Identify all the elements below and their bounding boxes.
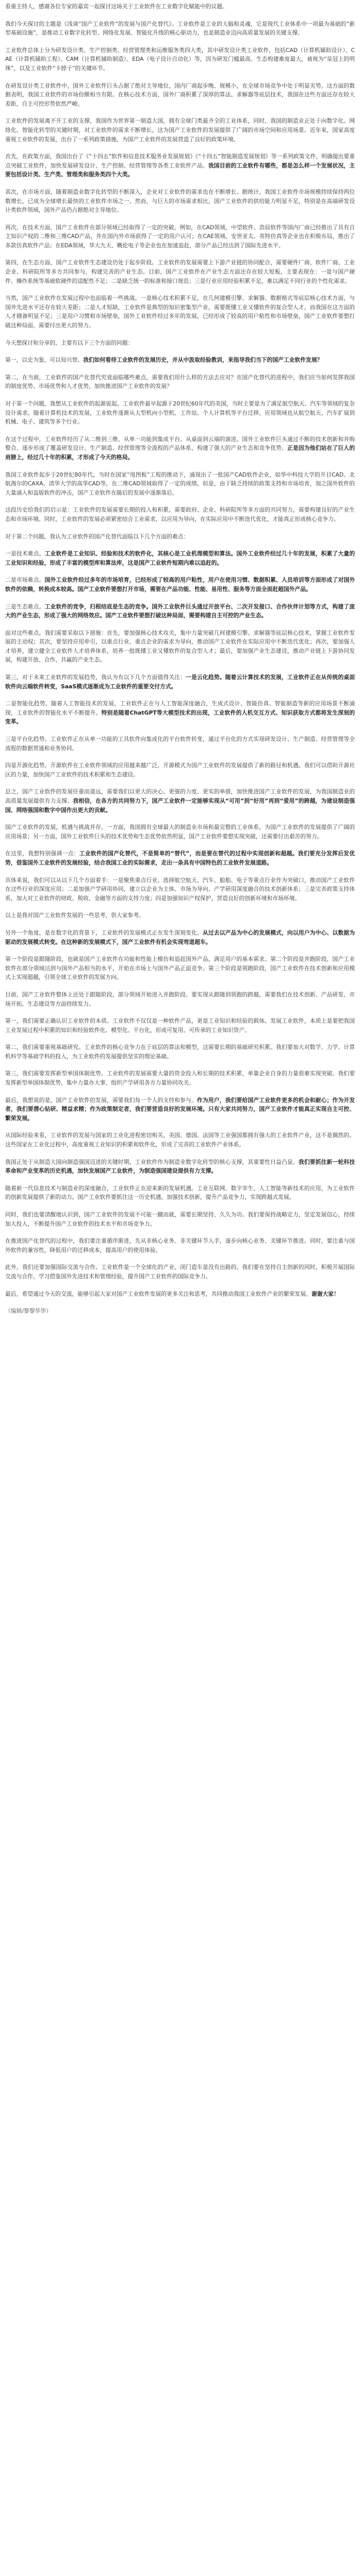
paragraph-text: 看重主持人，感谢各位专家的嘉宾一起探讨这场关于工业软件在工业数字化赋能中的议题。 (5, 3, 228, 10)
paragraph-text: 我们今天探讨的主题是《浅谈“国产工业软件”的发展与国产化替代》。工业软件是工业的大脑和灵魂，它是现代工业体系中一项最为基础的“新型基础设施”，是推动工业数字化转型、网络化发展、智能化升级的核心驱动力，也是制造业迈向高质量发展的关键支撑。 (5, 20, 355, 37)
paragraph-text: 第一个阶段是跟随阶段，也就是国产工业软件在功能和性能上模仿和追赶国外产品，满足用户的基本需求。第二个阶段是并跑阶段，国产工业软件在部分领域达到与国外产品相当的水平，开始在市场上与国外产品正面竞争。第三个阶段是领跑阶段，国产工业软件在技术创新和应用模式上实现超越，引领全球工业软件的发展方向。 (5, 956, 355, 981)
article-paragraph (5, 735, 355, 753)
paragraph-text: 再次，在技术方面，国产工业软件在部分领域已经取得了一定的突破。例如，在CAD领域，中望软件、浩辰软件等国内厂商已经推出了具有自主知识产权的二维和三维CAD产品，并在国内外市场获得了一定的用户认可；在CAE领域，安世亚太、英特仿真等企业也在积极布局，推出了多款仿真软件产品；在EDA领域，华大九天、概伦电子等企业也在加速追赶，部分产品已经达到了国际先进水平。 (5, 224, 355, 249)
article-paragraph (5, 1158, 355, 1176)
paragraph-text: 这段历史给我们的启示是：工业软件的发展需要长期的投入和积累，需要政府、企业、科研院所等多方面的共同努力，需要构建良好的产业生态和市场环境。同时，工业软件的发展必须紧密结合工业需求，以应用为导向，在实际应用中不断迭代优化，才能真正形成核心竞争力。 (5, 506, 355, 522)
article-paragraph (5, 673, 355, 691)
article-paragraph (5, 258, 355, 285)
paragraph-text: 当然，国产工业软件在发展过程中也面临着一些挑战。一是核心技术积累不足，在几何建模引擎、求解器、数据格式等底层核心技术方面，与国外先进水平还存在较大差距；二是人才短缺，工业软件是典型的知识密集型产业，需要既懂工业又懂软件的复合型人才，而我国在这方面的人才储备明显不足；三是用户习惯和市场壁垒，国外工业软件经过多年的发展，已经形成了较高的用户粘性和市场壁垒，国产工业软件要想打破这种局面，需要付出更大的努力。 (5, 295, 355, 329)
paragraph-text: 第二，我们需要重视基础研究。工业软件的核心竞争力在于底层的算法和模型，这需要长期的基础研究积累。我们要加大对数学、力学、计算机科学等基础学科的投入，为工业软件的发展提供坚实的理论基础。 (5, 1044, 355, 1060)
paragraph-emphasis: 我国目前的工业软件有哪些，都是怎么样一个发展状况，主要包括设计类、生产类、管理类和服务类四个大类。 (5, 162, 355, 178)
paragraph-text: 另外一个角度，是在数字化的背景下，工业软件的发展模式正在发生深刻变化。 (5, 929, 203, 936)
article-paragraph (5, 152, 355, 179)
article-paragraph (5, 20, 355, 38)
paragraph-text: 四是开源化趋势。开源软件在工业软件领域的应用越来越广泛，开源模式为国产工业软件的发展提供了新的路径和机遇。我们可以借助开源社区的力量，加快国产工业软件的技术积累和生态建设。 (5, 762, 355, 778)
paragraph-text: 三是平台化趋势。工业软件正在从单一功能的工具软件向集成化的平台软件转变，通过平台化的方式实现研发设计、生产制造、经营管理等全流程的数据贯通和业务协同。 (5, 736, 355, 752)
article-body (5, 2, 355, 1298)
editor-credit: （编辑/黎黎华华） (5, 1308, 52, 1315)
paragraph-emphasis: 国外工业软件经过多年的市场培育，已经形成了较高的用户粘性，用户在使用习惯、数据积累、人员培训等方面形成了对国外软件的依赖，转换成本较高。国产工业软件要想打开市场，需要在产品功能、性能、易用性、服务等方面全面赶超国外产品。 (5, 577, 355, 592)
paragraph-text: 第二，在当前，工业软件的国产化替代究竟面临哪些难点，需要我们用什么样的方法去应对？在国产化替代的进程中，我们应当如何发挥我国的制度优势、市场优势和人才优势，加快推进国产工业软件的发展？ (5, 374, 355, 390)
paragraph-emphasis: 正是因为他们站在了巨人的肩膀上，经过几十年的积累，才形成了今天的格局。 (5, 445, 355, 461)
paragraph-text: 一是技术难点。 (5, 550, 45, 557)
article-paragraph (5, 911, 355, 920)
paragraph-emphasis: 工业软件是工业知识、经验和技术的软件化，其核心是工业机理模型和算法。国外工业软件经过几十年的发展，积累了大量的工业知识和经验，形成了丰富的模型库和算法库，这是国产工业软件短期内难以追赶的。 (5, 550, 355, 566)
article-paragraph (5, 1184, 355, 1202)
article-paragraph (5, 81, 355, 109)
paragraph-text: 首先，在政策方面，我国出台了《“十四五”软件和信息技术服务业发展规划》《“十四五”智能制造发展规划》等一系列政策文件，明确提出要重点突破工业软件，加快发展研发设计、生产控制、经营管理等各类工业软件产品。 (5, 153, 355, 169)
paragraph-emphasis: 我们如何看待工业软件的发展历史，并从中汲取经验教训，来指导我们当下的国产工业软件发展？ (83, 357, 323, 364)
article-paragraph (5, 928, 355, 946)
paragraph-emphasis: 工业软件的国产化替代，不是简单的“替代”，而是要在替代的过程中实现创新和超越。我们要充分发挥后发优势，借鉴国外工业软件的发展经验，结合我国工业的实际需求，走出一条具有中国特色的工业软件发展道路。 (5, 850, 355, 866)
article-paragraph (5, 1290, 355, 1299)
paragraph-emphasis: 作为用户，我们要给国产工业软件更多的机会和耐心；作为开发者，我们要潜心钻研、精益求精；作为政策制定者，我们要营造良好的发展环境。只有大家共同努力，国产工业软件才能真正实现自主可控、繁荣发展。 (5, 1096, 355, 1122)
article-paragraph (5, 629, 355, 665)
article-paragraph (5, 699, 355, 726)
article-paragraph (5, 294, 355, 330)
paragraph-text: 第三，对于未来工业软件的发展趋势，我认为有以下几个方面值得关注： (5, 674, 186, 681)
article-paragraph (5, 549, 355, 567)
paragraph-text: 最后，希望通过今天的交流，能够引起大家对国产工业软件发展的更多关注和思考，共同推动我国工业软件产业的繁荣发展。 (5, 1290, 312, 1297)
paragraph-emphasis: 从过去以产品为中心的发展模式，向以用户为中心、以数据为驱动的发展模式转变。在这种新的发展模式下，国产工业软件有机会实现弯道超车。 (5, 929, 355, 945)
article-paragraph (5, 1210, 355, 1228)
article-paragraph (5, 532, 355, 541)
article-paragraph (5, 116, 355, 144)
paragraph-text: 随着新一代信息技术与制造业的深度融合，工业软件正在迎来新的发展机遇。工业互联网、数字孪生、人工智能等新技术的应用，为工业软件的创新发展提供了新的动力。国产工业软件要抓住这一历史机遇，加强技术创新，提升产品竞争力，实现跨越式发展。 (5, 1184, 355, 1201)
article-paragraph (5, 876, 355, 903)
paragraph-emphasis: 谢谢大家！ (311, 1290, 339, 1297)
paragraph-text: 面对这些难点，我们需要采取以下措施：首先，要加强核心技术攻关，集中力量突破几何建模引擎、求解器等底层核心技术，掌握工业软件发展的主动权；其次，要坚持应用牵引，以重点行业、重点企业的需求为导向，推动国产工业软件在实际应用中不断迭代优化；再次，要加强人才培养，建立健全工业软件人才培养体系，培养一批既懂工业又懂软件的复合型人才；最后，要加强产业生态建设，推动产业链上下游协同发展，构建开放、合作、共赢的产业生态。 (5, 629, 355, 664)
article-paragraph (5, 761, 355, 779)
paragraph-text: 第三，我们需要发挥新型举国体制优势。工业软件的发展需要大量的资金投入和长期的技术积累，单靠企业自身的力量很难实现突破。我们要发挥新型举国体制优势，集中力量办大事，组织产学研用各方力量协同攻关。 (5, 1070, 355, 1087)
paragraph-text: 此外，我们还要加强国际交流与合作。工业软件是一个全球化的产业，闭门造车是没有出路的。我们要在坚持自主创新的同时，积极开展国际交流与合作，学习借鉴国外先进技术和管理经验，提升国产工业软件的国际竞争力。 (5, 1264, 355, 1280)
paragraph-text: 二是市场难点。 (5, 577, 45, 584)
paragraph-text: 在这个过程中，工业软件经历了从二维到三维、从单一功能到集成平台、从桌面到云端的演进。国外工业软件巨头通过不断的技术创新和并购整合，逐步形成了覆盖研发设计、生产制造、经营管理等全流程的产品体系，构建了强大的产业生态和竞争优势。 (5, 435, 355, 452)
article-paragraph (5, 338, 355, 348)
paragraph-text: 最后，我想说的是，国产工业软件的发展，需要我们每一个人的支持和参与。 (5, 1096, 197, 1104)
article-paragraph (5, 373, 355, 391)
article-paragraph (5, 1131, 355, 1149)
article-paragraph (5, 1236, 355, 1255)
paragraph-text: 我国工业软件起步于20世纪80年代，当时在国家“甩图板”工程的推动下，涌现出了一批国产CAD软件企业，如华中科技大学的开目CAD、北航海尔的CAXA、清华大学的高华CAD等，在二维CAD领域取得了一定的成绩。但是，由于缺乏持续的政策支持和市场培育，加之国外软件的大量涌入和盗版软件的冲击，国产工业软件在随后的发展中逐渐落后。 (5, 471, 355, 496)
article-paragraph (5, 46, 355, 73)
paragraph-emphasis: 我们要抓住新一轮科技革命和产业变革的历史机遇，加快发展国产工业软件，为制造强国建设提供有力支撑。 (5, 1158, 355, 1175)
paragraph-emphasis: 特别是随着ChatGPT等大模型技术的出现，工业软件的人机交互方式、知识获取方式都将发生深刻的变革。 (5, 709, 355, 725)
article-paragraph (5, 355, 355, 365)
paragraph-text: 具体来说，我们可以从以下几个方面着手：一是聚焦重点行业，选择航空航天、汽车、船舶、电子等重点行业作为突破口，推动国产工业软件在这些行业的深度应用；二是加强产学研用协同，建立以企业为主体、市场为导向、产学研用深度融合的技术创新体系；三是完善政策支持体系，加大对工业软件的财政、税收、金融等方面的支持力度；四是加强知识产权保护，营造良好的创新环境和市场环境。 (5, 876, 355, 902)
paragraph-emphasis: 我相信，在各方的共同努力下，国产工业软件一定能够实现从“可用”到“好用”再到“爱用”的跨越，为建设制造强国、网络强国和数字中国作出更大的贡献。 (5, 798, 355, 814)
paragraph-text: 在推进国产化替代的过程中，我们要注重循序渐进，先从非核心业务、非关键环节入手，逐步向核心业务、关键环节推进。同时，要注重与国外软件的兼容性，降低用户的迁移成本，提高用户的使用体验。 (5, 1238, 355, 1253)
article-paragraph (5, 435, 355, 462)
article-paragraph (5, 1016, 355, 1035)
article-paragraph (5, 849, 355, 867)
article-paragraph (5, 188, 355, 215)
article-paragraph (5, 399, 355, 427)
article-paragraph (5, 575, 355, 594)
paragraph-text: 在研发设计类工业软件中，国外工业软件巨头占据了绝对主导地位，国内厂商起步晚、规模小，在全球市场竞争中处于明显劣势。这方面的数据表明，我国工业软件的市场份额相当有限。在核心技术方面，国外厂商积累了深厚的算法、求解器等底层技术，我国在这些方面还存在较大差距，自主可控形势依然严峻。 (5, 82, 355, 107)
article-paragraph (5, 990, 355, 1008)
paragraph-text: 国产工业软件的发展，机遇与挑战并存。一方面，我国拥有全球最大的制造业市场和最完整的工业体系，为国产工业软件的发展提供了广阔的应用场景；另一方面，国外工业软件巨头的技术优势和生态优势依然明显，国产工业软件要想实现突破，还需要付出艰苦的努力。 (5, 824, 355, 840)
article-paragraph (5, 223, 355, 250)
article-paragraph (5, 823, 355, 841)
paragraph-text: 工业软件的发展离不开工业的支撑，我国作为世界第一制造大国，拥有全球门类最齐全的工业体系，同时，我国的制造业正处于向数字化、网络化、智能化转型的关键时期，对工业软件的需求不断增长，这为国产工业软件的发展提供了广阔的市场空间和应用场景。近年来，国家高度重视工业软件的发展，出台了一系列政策措施，为国产工业软件的发展营造了良好的政策环境。 (5, 117, 355, 143)
article-paragraph (5, 602, 355, 620)
paragraph-text: 二是智能化趋势。随着人工智能技术的发展，工业软件正在与人工智能深度融合，生成式设计、智能仿真、智能制造等新的应用场景不断涌现，工业软件的智能化水平不断提升。 (5, 700, 355, 716)
paragraph-text: 对于第二个问题，我认为工业软件的国产化替代面临以下几个方面的难点： (5, 533, 189, 540)
paragraph-emphasis: 一是云化趋势。随着云计算技术的发展，工业软件正在从传统的桌面软件向云端软件转变，SaaS模式逐渐成为工业软件的重要交付方式。 (5, 674, 355, 690)
article-paragraph (5, 787, 355, 815)
paragraph-text: 目前，国产工业软件整体上还处于跟随阶段，部分领域开始进入并跑阶段。要实现从跟随到领跑的跨越，需要我们在技术创新、产品研发、市场开拓、生态建设等方面持续发力。 (5, 991, 355, 1007)
paragraph-text: 三是生态难点。 (5, 603, 45, 610)
paragraph-text: 同时，我们也要清醒地认识到，国产工业软件的发展不可能一蹴而就，需要长期坚持、久久为功。我们要保持战略定力，坚定发展信心，持续加大投入，不断提升国产工业软件的技术水平和市场竞争力。 (5, 1211, 355, 1227)
paragraph-text: 对于第一个问题，我想从工业软件的起源说起。工业软件最早起源于20世纪60年代的美国，当时主要是为了满足航空航天、汽车等领域的复杂设计需求。随着计算机技术的发展，工业软件逐渐从大型机向小型机、工作站、个人计算机等平台迁移，应用领域也从航空航天、汽车扩展到机械、电子、建筑等多个行业。 (5, 400, 355, 426)
article-paragraph (5, 470, 355, 498)
article-paragraph (5, 2, 355, 11)
article-paragraph (5, 955, 355, 982)
paragraph-text: 今天想探讨和分享的，主要有以下三个方面的问题： (5, 339, 134, 346)
article-paragraph (5, 1096, 355, 1123)
paragraph-text: 其次，在市场方面，随着制造业数字化转型的不断深入，企业对工业软件的需求也在不断增长。据统计，我国工业软件市场规模持续保持两位数增长，已成为全球增长最快的工业软件市场之一。然而，与巨大的市场需求相比，国产工业软件的供给能力明显不足，特别是在高端研发设计类软件领域，国外产品仍占据绝对主导地位。 (5, 188, 355, 214)
article-paragraph (5, 505, 355, 523)
paragraph-text: 总之，国产工业软件的发展任重而道远，需要我们以更大的决心、更强的力度、更实的举措，加快推进国产工业软件的发展，为我国制造业的高质量发展提供有力支撑。 (5, 788, 355, 804)
article-paragraph (5, 1263, 355, 1281)
paragraph-text: 在这里，我想特别强调一点： (5, 850, 79, 857)
paragraph-text: 以上是我对国产工业软件发展的一些思考，供大家参考。 (5, 912, 144, 919)
paragraph-text: 第一，我们需要正确认识工业软件的本质。工业软件不仅仅是一种软件产品，更是工业知识和经验的载体。发展工业软件，本质上是要把我国工业发展过程中积累的知识和经验软件化、模型化、平台化，形成可复用、可传承的工业知识资产。 (5, 1018, 355, 1033)
article-paragraph (5, 1069, 355, 1087)
paragraph-text: 第四，在生态方面，国产工业软件生态建设仍处于起步阶段。工业软件的发展需要上下游产业链的协同配合，需要硬件厂商、软件厂商、工业企业、科研院所等多方共同参与，构建完善的产业生态。目前，国产工业软件在产业生态方面还存在较大短板，主要表现在：一是与国产硬件、操作系统等基础软硬件的适配性不足；二是缺乏统一的标准和接口规范；三是行业应用经验积累不足，难以满足不同行业的个性化需求。 (5, 259, 355, 284)
paragraph-text: 我国正处于从制造大国向制造强国迈进的关键时期，工业软件作为制造业数字化转型的核心支撑，其重要性日益凸显。 (5, 1158, 299, 1165)
article-paragraph (5, 1043, 355, 1061)
paragraph-text: 工业软件总体上分为研发设计类、生产控制类、经营管理类和运维服务类四大类，其中研发设计类工业软件，包括CAD（计算机辅助设计）、CAE（计算机辅助工程）、CAM（计算机辅助制造）、EDA（电子设计自动化）等，因为研发门槛最高、生态构建难度最大，被视为“皇冠上的明珠”，以及工业软件“卡脖子”的关键环节。 (5, 46, 355, 72)
paragraph-emphasis: 工业软件的竞争，归根结底是生态的竞争。国外工业软件巨头通过开放平台、二次开发接口、合作伙伴计划等方式，构建了庞大的产业生态，形成了强大的网络效应。国产工业软件要想打破这种局面，需要构建自主可控的产业生态。 (5, 603, 355, 619)
paragraph-text: 从国际经验来看，工业软件的发展与国家的工业化进程密切相关。美国、德国、法国等工业强国都拥有强大的工业软件产业，这不是偶然的。这些国家在工业化过程中，高度重视工业知识的积累和软件化，形成了完善的工业软件产业体系。 (5, 1132, 355, 1148)
paragraph-text: 第一，以史为鉴，可以知兴替。 (5, 357, 84, 364)
